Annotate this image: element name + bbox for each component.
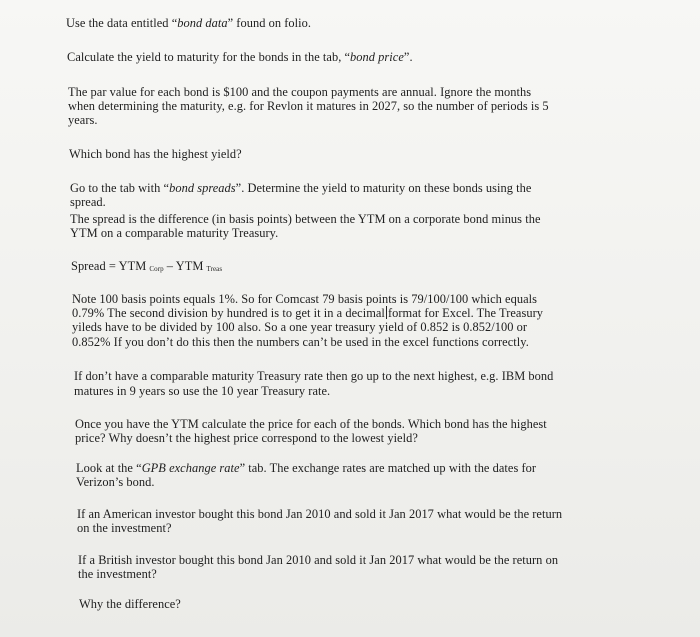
spreads-line-3: The spread is the difference (in basis points) between the YTM on a corporate bond minus the	[70, 212, 541, 226]
par-value-line-2: when determining the maturity, e.g. for Revlon it matures in 2027, so the number of periods is 5	[68, 99, 549, 113]
exchange-rate-line-1	[76, 461, 536, 475]
basis-points-line-4: 0.852% If you don’t do this then the numbers can’t be used in the excel functions correctly.	[72, 335, 529, 349]
subscript-corp: Corp	[149, 265, 164, 273]
text-span: ”. Determine the yield to maturity on these bonds using the	[235, 181, 532, 195]
spreads-line-1	[70, 181, 531, 195]
par-value-line-1: The par value for each bond is $100 and the coupon payments are annual. Ignore the months	[68, 85, 532, 99]
text-span: format for Excel. The Treasury	[387, 306, 544, 320]
text-span: Look at the “	[76, 461, 142, 475]
spreads-line-2: spread.	[70, 195, 106, 209]
comparable-maturity-line-2: matures in 9 years so use the 10 year Treasury rate.	[74, 384, 331, 398]
price-question-line-1: Once you have the YTM calculate the price for each of the bonds. Which bond has the highest	[75, 417, 547, 431]
basis-points-line-1: Note 100 basis points equals 1%. So for Comcast 79 basis points is 79/100/100 which equals	[72, 292, 537, 306]
american-investor-line-2: on the investment?	[77, 521, 172, 535]
text-span: Go to the tab with “	[70, 181, 170, 195]
text-span: Use the data entitled “	[66, 16, 178, 30]
comparable-maturity-line-1: If don’t have a comparable maturity Treasury rate then go up to the next highest, e.g. IBM bond	[74, 369, 554, 383]
emphasis-span: bond price	[350, 50, 404, 64]
text-span: ”.	[403, 50, 413, 64]
instruction-calc-ytm	[67, 50, 413, 64]
question-highest-yield: Which bond has the highest yield?	[69, 147, 242, 161]
text-span: – YTM	[163, 259, 207, 273]
basis-points-line-2	[72, 306, 543, 320]
subscript-treas: Treas	[206, 265, 223, 273]
question-why-difference: Why the difference?	[79, 597, 181, 611]
par-value-line-3: years.	[68, 113, 98, 127]
emphasis-span: bond data	[177, 16, 228, 30]
price-question-line-2: price? Why doesn’t the highest price correspond to the lowest yield?	[75, 431, 418, 445]
text-span: 0.79% The second division by hundred is to get it in a decimal	[72, 306, 385, 320]
emphasis-span: GPB exchange rate	[141, 461, 240, 475]
british-investor-line-2: the investment?	[78, 567, 157, 581]
text-span: Calculate the yield to maturity for the bonds in the tab, “	[67, 50, 351, 64]
exchange-rate-line-2: Verizon’s bond.	[76, 475, 155, 489]
emphasis-span: bond spreads	[169, 181, 236, 195]
text-cursor	[386, 306, 387, 319]
instruction-data-source	[66, 16, 311, 30]
text-span: ” found on folio.	[227, 16, 312, 30]
text-span: Spread = YTM	[71, 259, 150, 273]
text-span: ” tab. The exchange rates are matched up with the dates for	[239, 461, 537, 475]
basis-points-line-3: yileds have to be divided by 100 also. So a one year treasury yield of 0.852 is 0.852/100 or	[72, 320, 528, 334]
british-investor-line-1: If a British investor bought this bond Jan 2010 and sold it Jan 2017 what would be the return on	[78, 553, 559, 567]
spreads-line-4: YTM on a comparable maturity Treasury.	[70, 226, 279, 240]
spread-formula	[71, 259, 222, 275]
american-investor-line-1: If an American investor bought this bond Jan 2010 and sold it Jan 2017 what would be the return	[77, 507, 563, 521]
